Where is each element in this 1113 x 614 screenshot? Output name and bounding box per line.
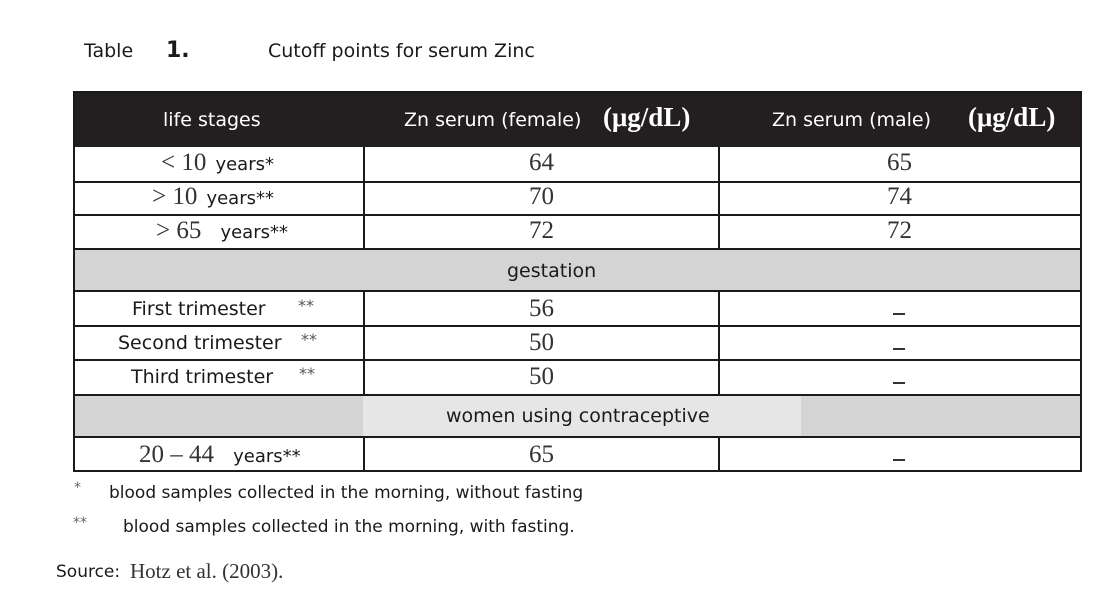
column-divider bbox=[718, 436, 720, 472]
fasting-marker: ** bbox=[299, 364, 315, 383]
dash-mark bbox=[893, 459, 905, 461]
trimester-label: First trimester bbox=[132, 298, 266, 320]
footnote-marker: * bbox=[74, 480, 81, 496]
row-divider bbox=[75, 394, 1080, 396]
stage-value: < 10 bbox=[161, 149, 207, 176]
female-value: 56 bbox=[529, 295, 554, 322]
header-life-stages: life stages bbox=[163, 109, 261, 131]
table-number: 1. bbox=[166, 38, 190, 63]
stage-suffix: years* bbox=[215, 154, 274, 175]
female-value: 72 bbox=[529, 217, 554, 244]
stage-suffix: years** bbox=[233, 446, 301, 467]
table-header-row bbox=[75, 93, 1080, 147]
stage-value: > 65 bbox=[156, 217, 202, 244]
footnote-marker: ** bbox=[73, 515, 87, 531]
zinc-cutoff-table bbox=[73, 91, 1082, 472]
stage-value: > 10 bbox=[152, 183, 198, 210]
male-value: 74 bbox=[887, 183, 912, 210]
footnote-text: blood samples collected in the morning, with fasting. bbox=[123, 517, 575, 537]
source-reference: Hotz et al. (2003). bbox=[130, 559, 284, 583]
gestation-label: gestation bbox=[507, 260, 597, 282]
fasting-marker: ** bbox=[298, 296, 314, 315]
female-value: 64 bbox=[529, 149, 554, 176]
source-label: Source: bbox=[56, 562, 121, 582]
row-divider bbox=[75, 248, 1080, 250]
row-divider bbox=[75, 214, 1080, 216]
column-divider bbox=[363, 436, 365, 472]
male-value: 72 bbox=[887, 217, 912, 244]
dash-mark bbox=[893, 348, 905, 350]
stage-suffix: years** bbox=[206, 188, 274, 209]
column-divider bbox=[363, 290, 365, 396]
table-row-stage bbox=[152, 183, 274, 211]
female-value: 65 bbox=[529, 441, 554, 468]
stage-value: 20 – 44 bbox=[139, 441, 214, 468]
row-divider bbox=[75, 290, 1080, 292]
header-male-unit: (μg/dL) bbox=[968, 102, 1056, 132]
header-male: Zn serum (male) bbox=[772, 109, 932, 131]
table-row-stage bbox=[156, 217, 288, 245]
dash-mark bbox=[893, 313, 905, 315]
male-value: 65 bbox=[887, 149, 912, 176]
stage-suffix: years** bbox=[220, 222, 288, 243]
female-value: 50 bbox=[529, 329, 554, 356]
female-value: 70 bbox=[529, 183, 554, 210]
column-divider bbox=[718, 290, 720, 396]
footnote-text: blood samples collected in the morning, without fasting bbox=[109, 483, 584, 503]
trimester-label: Second trimester bbox=[118, 332, 282, 354]
table-title: Cutoff points for serum Zinc bbox=[268, 40, 535, 62]
trimester-label: Third trimester bbox=[131, 366, 274, 388]
row-divider bbox=[75, 359, 1080, 361]
table-row-stage bbox=[161, 149, 274, 177]
fasting-marker: ** bbox=[301, 330, 317, 349]
dash-mark bbox=[893, 382, 905, 384]
row-divider bbox=[75, 325, 1080, 327]
header-female: Zn serum (female) bbox=[404, 109, 582, 131]
contraceptive-label: women using contraceptive bbox=[446, 405, 710, 427]
column-divider bbox=[363, 147, 365, 250]
row-divider bbox=[75, 436, 1080, 438]
header-female-unit: (μg/dL) bbox=[603, 102, 691, 132]
table-row-stage bbox=[139, 441, 301, 469]
column-divider bbox=[718, 147, 720, 250]
female-value: 50 bbox=[529, 363, 554, 390]
table-label: Table bbox=[84, 40, 134, 62]
